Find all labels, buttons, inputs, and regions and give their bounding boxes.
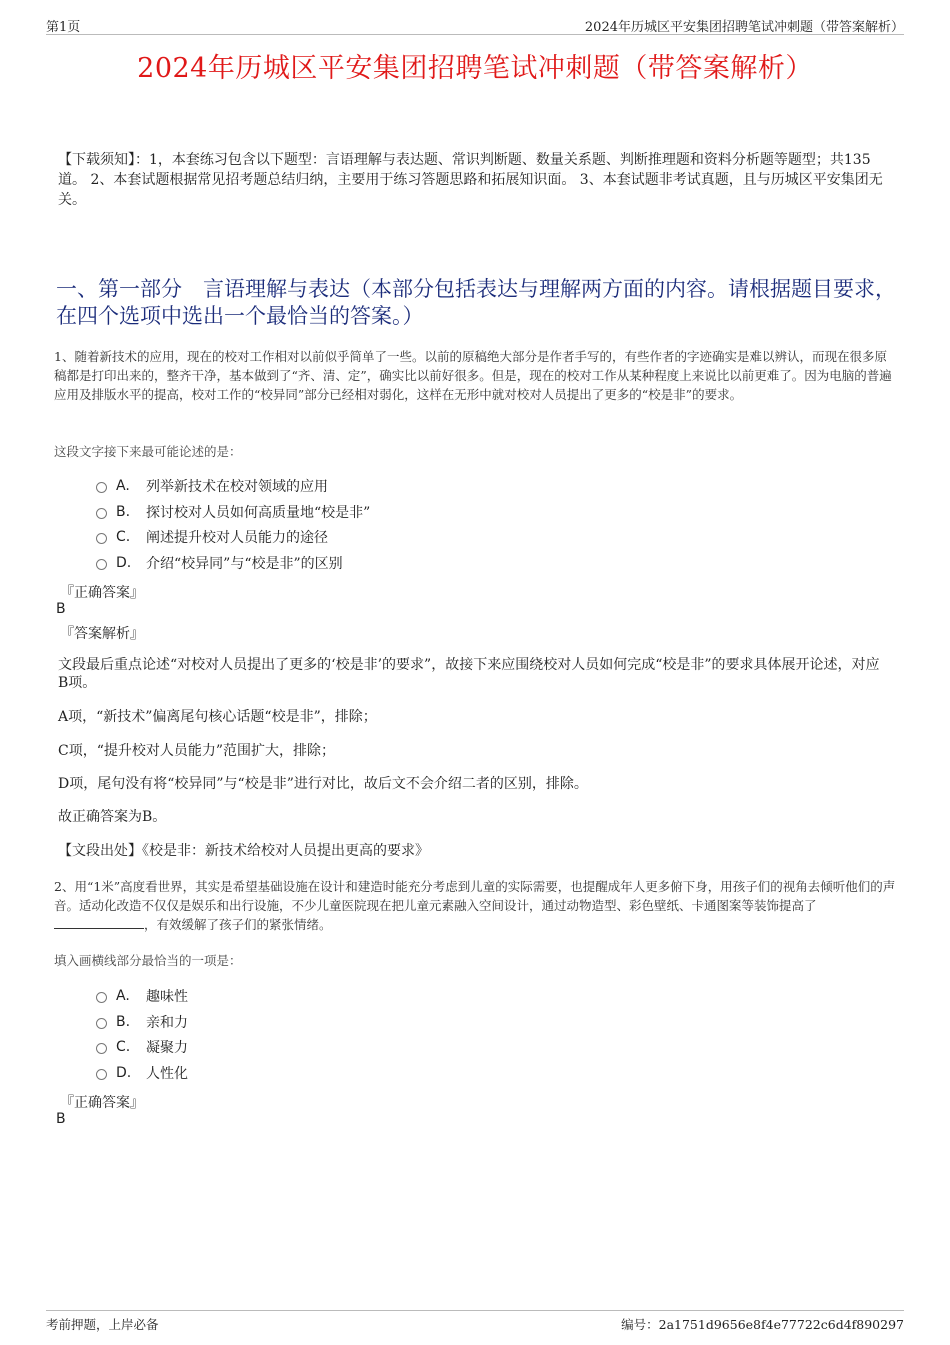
radio-icon[interactable] [96,559,107,570]
option-d[interactable]: D. 人性化 [96,1060,188,1086]
option-b[interactable]: B. 亲和力 [96,1009,188,1035]
analysis-paragraph: 文段最后重点论述“对校对人员提出了更多的‘校是非’的要求”，故接下来应围绕校对人员如何完成“校是非”的要求具体展开论述，对应B项。 [58,657,880,691]
option-b[interactable]: B. 探讨校对人员如何高质量地“校是非” [96,499,370,525]
answer-value: B [56,601,66,617]
analysis-paragraph: A项，“新技术”偏离尾句核心话题“校是非”，排除； [58,709,377,725]
radio-icon[interactable] [96,482,107,493]
section-title: 一、第一部分 言语理解与表达（本部分包括表达与理解两方面的内容。请根据题目要求，在四个选项中选出一个最恰当的答案。） [56,277,896,328]
fill-blank [54,916,144,929]
question-1-options [96,473,370,576]
radio-icon[interactable] [96,508,107,519]
question-1-text: 1、随着新技术的应用，现在的校对工作相对以前似乎简单了一些。以前的原稿绝大部分是作者手写的，有些作者的字迹确实是难以辨认，而现在很多原稿都是打印出来的，整齐干净，基本做到了“齐、清、定”，确实比以前好很多。但是，现在的校对工作从某种程度上来说比以前更难了。因为电脑的普遍应用及排版水平的提高，校对工作的“校异同”部分已经相对弱化，这样在无形中就对校对人员提出了更多的“校是非”的要求。 [54,349,892,402]
footer-slogan: 考前押题，上岸必备 [46,1317,159,1332]
option-a[interactable]: A. 列举新技术在校对领域的应用 [96,473,370,499]
radio-icon[interactable] [96,1043,107,1054]
page-header [46,14,904,35]
source-citation: 【文段出处】《校是非：新技术给校对人员提出更高的要求》 [58,843,429,859]
option-c[interactable]: C. 阐述提升校对人员能力的途径 [96,524,370,550]
analysis-label: 『答案解析』 [60,626,144,642]
analysis-paragraph: C项，“提升校对人员能力”范围扩大，排除； [58,743,336,759]
analysis-paragraph: 故正确答案为B。 [58,809,167,825]
question-2-text: 2、用“1米”高度看世界，其实是希望基础设施在设计和建造时能充分考虑到儿童的实际需要，也提醒成年人更多俯下身，用孩子们的视角去倾听他们的声音。适动化改造不仅仅是娱乐和出行设施，不少儿童医院现在把儿童元素融入空间设计，通过动物造型、彩色壁纸、卡通图案等装饰提高了，有效缓解了孩子们的紧张情绪。 [54,879,896,932]
answer-label: 『正确答案』 [60,585,144,601]
page-number: 第1页 [46,20,81,35]
analysis-paragraph: D项，尾句没有将“校异同”与“校是非”进行对比，故后文不会介绍二者的区别，排除。 [58,776,588,792]
header-doc-title: 2024年历城区平安集团招聘笔试冲刺题（带答案解析） [584,20,904,35]
document-title: 2024年历城区平安集团招聘笔试冲刺题（带答案解析） [137,53,813,84]
option-a[interactable]: A. 趣味性 [96,983,188,1009]
answer-label: 『正确答案』 [60,1095,144,1111]
page-footer [46,1310,904,1332]
option-c[interactable]: C. 凝聚力 [96,1034,188,1060]
question-2-prompt: 填入画横线部分最恰当的一项是： [54,953,242,968]
download-notice: 【下载须知】：1，本套练习包含以下题型：言语理解与表达题、常识判断题、数量关系题、判断推理题和资料分析题等题型；共135道。 2、本套试题根据常见招考题总结归纳，主要用于练习答题思路和拓展知识面。 3、本套试题非考试真题，且与历城区平安集团无关。 [58,152,883,208]
radio-icon[interactable] [96,1018,107,1029]
option-d[interactable]: D. 介绍“校异同”与“校是非”的区别 [96,550,370,576]
question-2-options [96,983,188,1086]
question-1-prompt: 这段文字接下来最可能论述的是： [54,444,242,459]
footer-code: 编号：2a1751d9656e8f4e77722c6d4f890297 [621,1317,904,1332]
radio-icon[interactable] [96,992,107,1003]
radio-icon[interactable] [96,1069,107,1080]
answer-value: B [56,1111,66,1127]
radio-icon[interactable] [96,533,107,544]
